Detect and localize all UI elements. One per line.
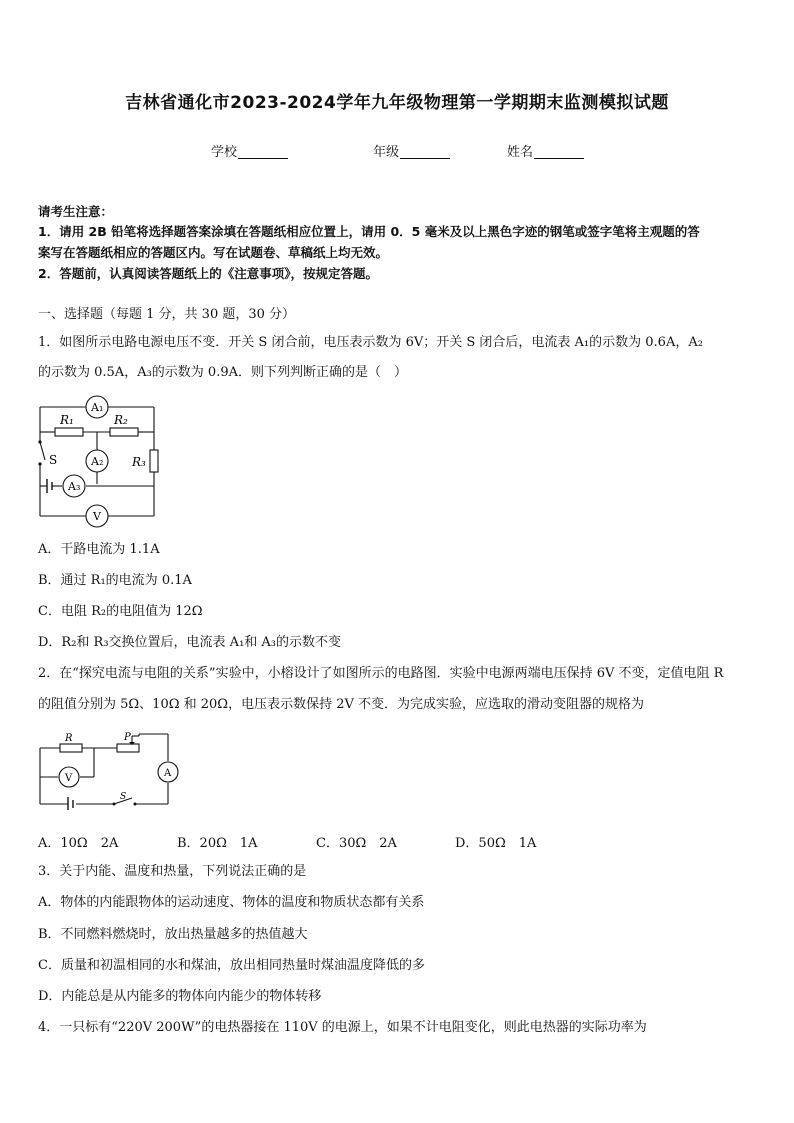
q1-option-d: D．R₂和 R₃交换位置后，电流表 A₁和 A₃的示数不变 bbox=[38, 635, 342, 650]
q1-stem-line-1: 1．如图所示电路电源电压不变．开关 S 闭合前，电压表示数为 6V；开关 S 闭合后，电流表 A₁的示数为 0.6A，A₂ bbox=[38, 335, 703, 350]
q2-v-label: V bbox=[65, 773, 73, 784]
q2-r-label: R bbox=[65, 733, 73, 744]
grade-blank bbox=[400, 144, 450, 159]
q1-option-a: A．干路电流为 1.1A bbox=[38, 542, 160, 557]
q1-option-c: C．电阻 R₂的电阻值为 12Ω bbox=[38, 604, 203, 619]
q4-stem: 4．一只标有“220V 200W”的电热器接在 110V 的电源上，如果不计电阻变化，则此电热器的实际功率为 bbox=[38, 1020, 647, 1035]
grade-field bbox=[373, 141, 450, 160]
q2-a-label: A bbox=[164, 768, 172, 779]
q2-stem-line-1: 2．在“探究电流与电阻的关系”实验中，小榕设计了如图所示的电路图．实验中电源两端电压保持 6V 不变，定值电阻 R bbox=[38, 666, 724, 681]
grade-label: 年级 bbox=[373, 145, 400, 160]
q2-options bbox=[38, 832, 594, 851]
q2-option-d: D．50Ω 1A bbox=[455, 836, 537, 851]
q2-option-c: C．30Ω 2A bbox=[316, 836, 397, 851]
q3-option-c: C．质量和初温相同的水和煤油，放出相同热量时煤油温度降低的多 bbox=[38, 958, 425, 973]
r3-resistor bbox=[150, 450, 158, 472]
school-field bbox=[211, 141, 288, 160]
q3-stem: 3．关于内能、温度和热量，下列说法正确的是 bbox=[38, 864, 307, 879]
a3-label: A₃ bbox=[68, 480, 81, 493]
name-blank bbox=[534, 144, 584, 159]
q2-stem-line-2: 的阻值分别为 5Ω、10Ω 和 20Ω，电压表示数保持 2V 不变．为完成实验，应选取的滑动变阻器的规格为 bbox=[38, 697, 645, 712]
fixed-resistor bbox=[60, 744, 82, 752]
section-heading: 一、选择题（每题 1 分，共 30 题，30 分） bbox=[38, 307, 296, 322]
q1-option-b: B．通过 R₁的电流为 0.1A bbox=[38, 573, 192, 588]
notice-heading: 请考生注意： bbox=[38, 204, 114, 219]
q3-option-b: B．不同燃料燃烧时，放出热量越多的热值越大 bbox=[38, 927, 308, 942]
school-label: 学校 bbox=[211, 145, 238, 160]
q2-p-label: P bbox=[124, 732, 131, 743]
q3-option-a: A．物体的内能跟物体的运动速度、物体的温度和物质状态都有关系 bbox=[38, 895, 425, 910]
switch-label: S bbox=[49, 453, 58, 467]
r2-label: R₂ bbox=[114, 413, 128, 427]
school-blank bbox=[238, 144, 288, 159]
r1-resistor bbox=[55, 428, 83, 436]
name-field bbox=[507, 141, 584, 160]
q1-stem-line-2: 的示数为 0.5A，A₃的示数为 0.9A．则下列判断正确的是（ ） bbox=[38, 365, 407, 380]
a1-label: A₁ bbox=[91, 401, 104, 414]
r1-label: R₁ bbox=[60, 413, 74, 427]
v-label: V bbox=[93, 510, 101, 523]
q2-option-b: B．20Ω 1A bbox=[177, 836, 258, 851]
rheostat bbox=[117, 744, 139, 752]
name-label: 姓名 bbox=[507, 145, 534, 160]
q2-circuit-figure bbox=[32, 730, 182, 810]
q3-option-d: D．内能总是从内能多的物体向内能少的物体转移 bbox=[38, 989, 322, 1004]
r3-label: R₃ bbox=[132, 455, 146, 469]
q2-option-a: A．10Ω 2A bbox=[38, 836, 119, 851]
notice-line-1a: 1．请用 2B 铅笔将选择题答案涂填在答题纸相应位置上，请用 0．5 毫米及以上黑色字迹的钢笔或签字笔将主观题的答 bbox=[38, 224, 700, 239]
a2-label: A₂ bbox=[91, 455, 104, 468]
notice-line-2: 2．答题前，认真阅读答题纸上的《注意事项》，按规定答题。 bbox=[38, 266, 378, 281]
q2-s-label: S bbox=[120, 792, 127, 802]
page-title: 吉林省通化市2023-2024学年九年级物理第一学期期末监测模拟试题 bbox=[125, 93, 669, 113]
notice-line-1b: 案写在答题纸相应的答题区内。写在试题卷、草稿纸上均无效。 bbox=[38, 245, 389, 260]
r2-resistor bbox=[110, 428, 138, 436]
q1-circuit-figure bbox=[30, 392, 170, 528]
